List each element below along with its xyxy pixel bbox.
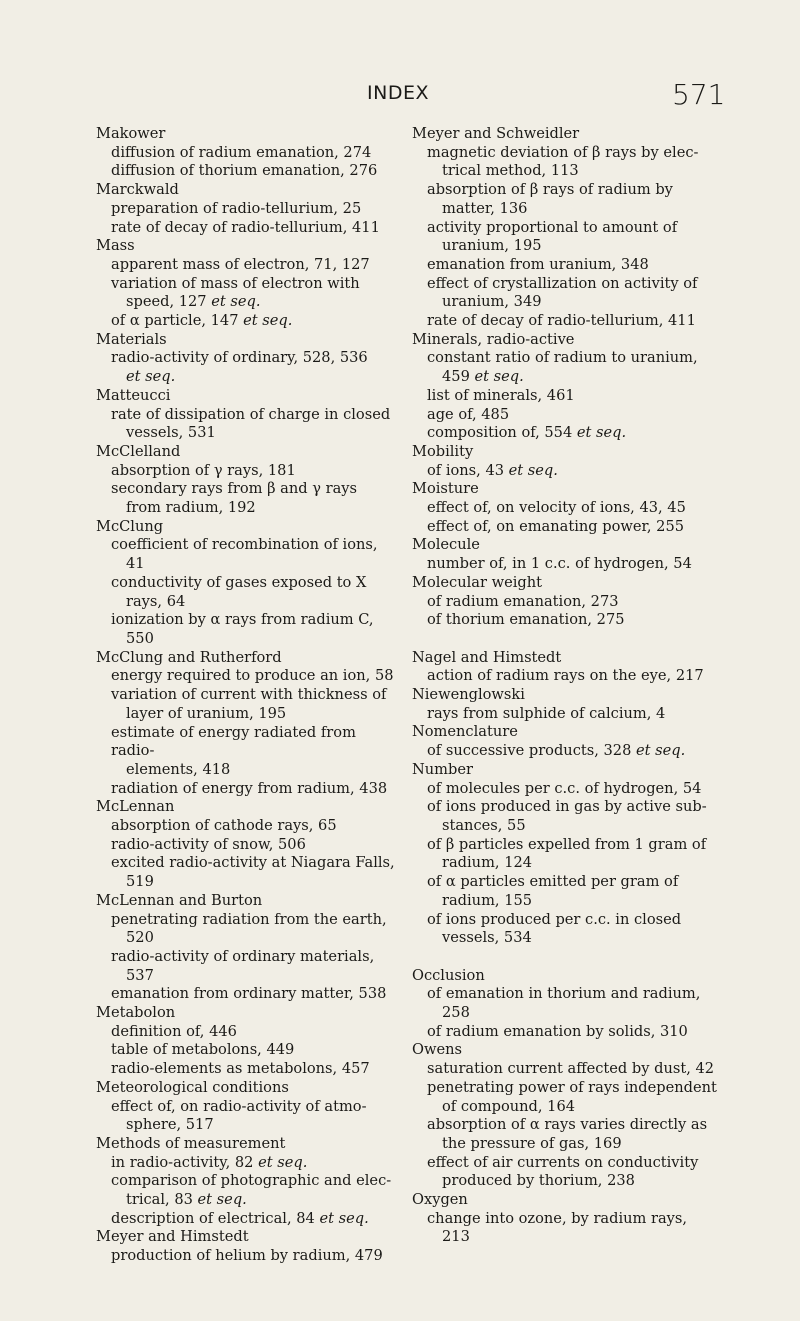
index-subentry: in radio-activity, 82 et seq. (111, 1153, 308, 1171)
index-heading: McClung (96, 517, 164, 535)
index-subentry: coefficient of recombination of ions, (111, 536, 378, 554)
index-heading: Matteucci (96, 386, 171, 404)
index-subentry: definition of, 446 (111, 1022, 237, 1040)
index-subentry: penetrating power of rays independent (427, 1078, 717, 1096)
index-continuation: trical method, 113 (442, 162, 579, 180)
index-subentry: action of radium rays on the eye, 217 (427, 667, 704, 685)
index-continuation: stances, 55 (442, 817, 526, 834)
index-heading: Meyer and Schweidler (412, 125, 580, 142)
index-continuation: vessels, 531 (126, 424, 216, 442)
index-heading: Methods of measurement (96, 1134, 286, 1152)
index-continuation: uranium, 195 (442, 237, 542, 255)
index-heading: Meyer and Himstedt (96, 1228, 249, 1246)
index-subentry: penetrating radiation from the earth, (111, 910, 387, 928)
index-continuation: matter, 136 (442, 199, 528, 217)
right-column (412, 125, 724, 1247)
index-subentry: rate of dissipation of charge in closed (111, 405, 391, 423)
index-subentry: effect of air currents on conductivity (427, 1153, 699, 1171)
index-subentry: estimate of energy radiated from radio- (111, 723, 356, 760)
index-continuation: rays, 64 (126, 592, 186, 610)
index-continuation: the pressure of gas, 169 (442, 1134, 622, 1152)
index-subentry: absorption of β rays of radium by (427, 181, 673, 199)
index-subentry: emanation from uranium, 348 (427, 255, 649, 273)
index-heading: Minerals, radio-active (412, 330, 575, 348)
index-subentry: list of minerals, 461 (427, 386, 575, 404)
index-subentry: emanation from ordinary matter, 538 (111, 985, 387, 1003)
index-subentry: effect of, on velocity of ions, 43, 45 (427, 499, 686, 517)
index-continuation: 520 (126, 929, 154, 947)
running-head (0, 78, 800, 118)
index-heading: Makower (96, 125, 166, 142)
index-subentry: effect of, on radio-activity of atmo- (111, 1097, 367, 1115)
index-subentry: magnetic deviation of β rays by elec- (427, 143, 699, 161)
index-continuation: vessels, 534 (442, 929, 532, 947)
index-continuation: speed, 127 et seq. (126, 293, 261, 311)
page-number: 571 (672, 78, 726, 111)
index-continuation: 258 (442, 1004, 470, 1022)
page-title: INDEX (367, 82, 429, 104)
index-continuation: 459 et seq. (442, 368, 524, 386)
index-subentry: rate of decay of radio-tellurium, 411 (427, 312, 696, 330)
index-subentry: change into ozone, by radium rays, (427, 1209, 688, 1227)
index-subentry: absorption of α rays varies directly as (427, 1116, 708, 1134)
index-subentry: energy required to produce an ion, 58 (111, 667, 394, 685)
index-subentry: of radium emanation by solids, 310 (427, 1022, 688, 1040)
index-heading: McClung and Rutherford (96, 648, 282, 666)
index-continuation: 41 (126, 555, 145, 573)
index-continuation: of compound, 164 (442, 1097, 576, 1115)
index-subentry: diffusion of radium emanation, 274 (111, 143, 372, 161)
index-subentry: age of, 485 (427, 405, 510, 423)
section-gap (412, 948, 724, 967)
index-subentry: ionization by α rays from radium C, (111, 611, 374, 629)
index-subentry: of radium emanation, 273 (427, 592, 619, 610)
index-heading: Number (412, 760, 473, 778)
index-subentry: table of metabolons, 449 (111, 1041, 295, 1059)
index-subentry: of successive products, 328 et seq. (427, 742, 686, 760)
index-subentry: radio-activity of ordinary materials, (111, 947, 375, 965)
index-subentry: preparation of radio-tellurium, 25 (111, 199, 362, 217)
index-continuation: 519 (126, 873, 154, 891)
index-subentry: diffusion of thorium emanation, 276 (111, 162, 378, 180)
index-subentry: constant ratio of radium to uranium, (427, 349, 698, 367)
index-subentry: of β particles expelled from 1 gram of (427, 835, 707, 853)
index-heading: McLennan and Burton (96, 891, 263, 909)
index-subentry: number of, in 1 c.c. of hydrogen, 54 (427, 555, 692, 573)
index-heading: Molecular weight (412, 573, 542, 591)
index-subentry: secondary rays from β and γ rays (111, 480, 358, 498)
index-continuation: et seq. (126, 368, 176, 386)
index-subentry: variation of current with thickness of (111, 686, 387, 704)
index-subentry: composition of, 554 et seq. (427, 424, 627, 442)
index-heading: Nagel and Himstedt (412, 648, 562, 666)
index-subentry: conductivity of gases exposed to X (111, 573, 367, 591)
index-continuation: radium, 155 (442, 891, 533, 909)
index-continuation: produced by thorium, 238 (442, 1172, 635, 1190)
index-subentry: of molecules per c.c. of hydrogen, 54 (427, 779, 702, 797)
index-continuation: sphere, 517 (126, 1116, 214, 1134)
index-subentry: effect of, on emanating power, 255 (427, 517, 685, 535)
index-continuation: 213 (442, 1228, 470, 1246)
index-heading: McLennan (96, 798, 175, 816)
index-subentry: of ions produced in gas by active sub- (427, 798, 707, 816)
index-subentry: production of helium by radium, 479 (111, 1247, 383, 1265)
index-heading: Moisture (412, 480, 479, 498)
index-subentry: of α particle, 147 et seq. (111, 312, 293, 330)
index-continuation: from radium, 192 (126, 499, 256, 517)
index-heading: Occlusion (412, 966, 485, 984)
index-heading: Mass (96, 237, 135, 255)
index-subentry: radiation of energy from radium, 438 (111, 779, 388, 797)
index-heading: Oxygen (412, 1191, 468, 1209)
index-subentry: rays from sulphide of calcium, 4 (427, 704, 666, 722)
index-subentry: absorption of cathode rays, 65 (111, 817, 337, 835)
index-heading: Marckwald (96, 181, 179, 199)
index-continuation: 537 (126, 966, 154, 984)
index-heading: Owens (412, 1041, 462, 1059)
index-subentry: radio-activity of snow, 506 (111, 835, 306, 853)
index-subentry: excited radio-activity at Niagara Falls, (111, 854, 395, 872)
index-subentry: description of electrical, 84 et seq. (111, 1209, 369, 1227)
index-subentry: variation of mass of electron with (111, 274, 360, 292)
index-subentry: radio-activity of ordinary, 528, 536 (111, 349, 368, 367)
index-subentry: of emanation in thorium and radium, (427, 985, 701, 1003)
index-subentry: activity proportional to amount of (427, 218, 678, 236)
index-heading: McClelland (96, 442, 181, 460)
index-subentry: of ions produced per c.c. in closed (427, 910, 682, 928)
index-subentry: of thorium emanation, 275 (427, 611, 625, 629)
index-heading: Molecule (412, 536, 480, 554)
index-heading: Niewenglowski (412, 686, 525, 704)
index-subentry: absorption of γ rays, 181 (111, 461, 296, 479)
index-subentry: saturation current affected by dust, 42 (427, 1060, 715, 1078)
index-subentry: apparent mass of electron, 71, 127 (111, 255, 370, 273)
index-heading: Materials (96, 330, 167, 348)
index-heading: Meteorological conditions (96, 1078, 289, 1096)
index-subentry: of α particles emitted per gram of (427, 873, 679, 891)
index-continuation: layer of uranium, 195 (126, 704, 287, 722)
index-continuation: uranium, 349 (442, 293, 542, 311)
index-subentry: of ions, 43 et seq. (427, 461, 558, 479)
index-continuation: elements, 418 (126, 760, 231, 778)
section-gap (412, 630, 724, 649)
index-heading: Mobility (412, 442, 474, 460)
index-subentry: effect of crystallization on activity of (427, 274, 698, 292)
index-subentry: radio-elements as metabolons, 457 (111, 1060, 370, 1078)
index-subentry: comparison of photographic and elec- (111, 1172, 392, 1190)
index-subentry: rate of decay of radio-tellurium, 411 (111, 218, 380, 236)
index-continuation: 550 (126, 629, 154, 647)
index-continuation: trical, 83 et seq. (126, 1191, 247, 1209)
index-heading: Metabolon (96, 1004, 176, 1022)
left-column (96, 125, 396, 1266)
index-heading: Nomenclature (412, 723, 518, 741)
index-continuation: radium, 124 (442, 854, 533, 872)
